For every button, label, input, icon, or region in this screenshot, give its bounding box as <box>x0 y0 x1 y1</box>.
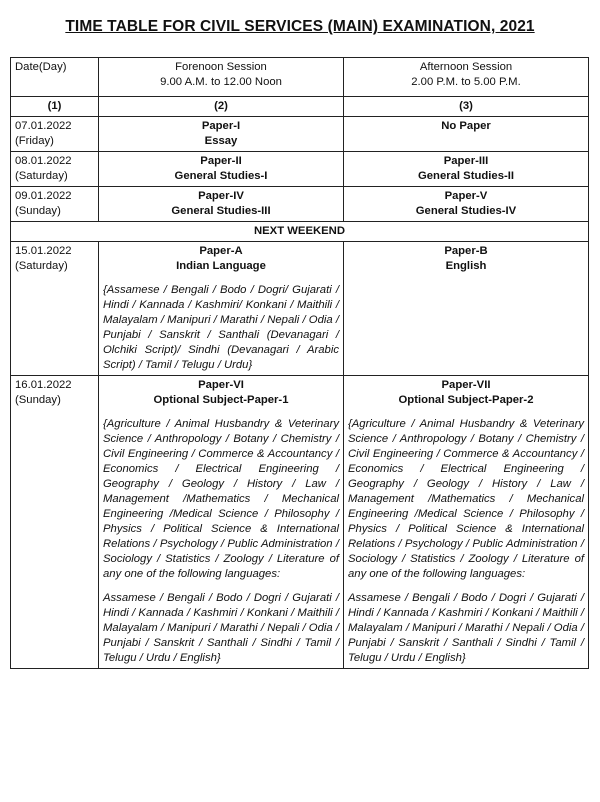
paper-subject: Optional Subject-Paper-1 <box>153 394 289 406</box>
afternoon-cell <box>344 117 589 152</box>
paper-subject: English <box>445 260 487 272</box>
paper-subject: General Studies-II <box>417 170 515 182</box>
table-row <box>11 152 589 187</box>
forenoon-title: Forenoon Session <box>175 61 267 73</box>
paper-name: Paper-IV <box>198 190 244 202</box>
paper-name: Paper-I <box>201 120 241 132</box>
forenoon-cell <box>99 117 344 152</box>
paper-name: Paper-VI <box>198 379 244 391</box>
column-number-2: (2) <box>99 97 344 117</box>
optional-subject-list: {Agriculture / Animal Husbandry & Veterinary Science / Anthropology / Botany / Chemistry / Civil Engineering / Commerce & Accountancy / Economics / Electrical Engineering / Geography / Geology / History / Law / Management /Mathematics / Mechanical Engineering /Medical Science / Philosophy / Physics / Political Science & International Relations / Psychology / Public Administration / Sociology / Statistics / Zoology / Literature of any one of the following languages: <box>348 418 584 580</box>
header-afternoon <box>344 58 589 97</box>
table-row <box>11 376 589 669</box>
column-number-3: (3) <box>344 97 589 117</box>
table-row <box>11 117 589 152</box>
language-list: Assamese / Bengali / Bodo / Dogri / Gujarati / Hindi / Kannada / Kashmiri / Konkani / Maithili / Malayalam / Manipuri / Marathi / Nepali / Odia / Punjabi / Sanskrit / Santhali / Sindhi / Tamil / Telugu / Urdu / English} <box>103 592 339 664</box>
date: 15.01.2022 <box>15 245 72 257</box>
afternoon-cell <box>344 152 589 187</box>
optional-subject-list: {Agriculture / Animal Husbandry & Veterinary Science / Anthropology / Botany / Chemistry / Civil Engineering / Commerce & Accountancy / Economics / Electrical Engineering / Geography / Geology / History / Law / Management /Mathematics / Mechanical Engineering /Medical Science / Philosophy / Physics / Political Science & International Relations / Psychology / Public Administration / Sociology / Statistics / Zoology / Literature of any one of the following languages: <box>103 418 339 580</box>
day: (Saturday) <box>15 260 68 272</box>
paper-subject: Essay <box>204 135 238 147</box>
table-row <box>11 242 589 376</box>
date-cell <box>11 376 99 669</box>
forenoon-cell <box>99 376 344 669</box>
day: (Saturday) <box>15 170 68 182</box>
date: 09.01.2022 <box>15 190 72 202</box>
paper-subject: General Studies-I <box>174 170 268 182</box>
table-row <box>11 187 589 222</box>
header-row <box>11 58 589 97</box>
paper-name: Paper-V <box>444 190 488 202</box>
paper-subject: Optional Subject-Paper-2 <box>398 394 534 406</box>
paper-subject: Indian Language <box>176 260 266 272</box>
afternoon-cell <box>344 376 589 669</box>
language-list: Assamese / Bengali / Bodo / Dogri / Gujarati / Hindi / Kannada / Kashmiri / Konkani / Maithili / Malayalam / Manipuri / Marathi / Nepali / Odia / Punjabi / Sanskrit / Santhali / Sindhi / Tamil / Telugu / Urdu / English} <box>348 592 584 664</box>
afternoon-cell <box>344 242 589 376</box>
forenoon-time: 9.00 A.M. to 12.00 Noon <box>160 76 282 88</box>
forenoon-cell <box>99 152 344 187</box>
date: 08.01.2022 <box>15 155 72 167</box>
paper-name: Paper-A <box>199 245 243 257</box>
paper-name: Paper-VII <box>441 379 491 391</box>
page-title: TIME TABLE FOR CIVIL SERVICES (MAIN) EXAMINATION, 2021 <box>65 18 535 35</box>
next-weekend-heading: NEXT WEEKEND <box>11 222 589 242</box>
day: (Friday) <box>15 135 54 147</box>
afternoon-cell <box>344 187 589 222</box>
column-number-1: (1) <box>11 97 99 117</box>
forenoon-cell <box>99 242 344 376</box>
day: (Sunday) <box>15 205 61 217</box>
afternoon-time: 2.00 P.M. to 5.00 P.M. <box>411 76 521 88</box>
date-cell <box>11 117 99 152</box>
day: (Sunday) <box>15 394 61 406</box>
paper-name: Paper-II <box>200 155 242 167</box>
paper-name: No Paper <box>441 120 491 132</box>
header-date-day: Date(Day) <box>11 58 99 97</box>
paper-subject: General Studies-IV <box>415 205 517 217</box>
date-cell <box>11 152 99 187</box>
column-number-row <box>11 97 589 117</box>
language-list: {Assamese / Bengali / Bodo / Dogri/ Gujarati / Hindi / Kannada / Kashmiri/ Konkani / Maithili / Malayalam / Manipuri / Marathi / Nepali / Odia / Punjabi / Sanskrit / Santhali (Devanagari / Olchiki Script)/ Sindhi (Devanagari / Arabic Script) / Tamil / Telugu / Urdu} <box>103 284 339 371</box>
forenoon-cell <box>99 187 344 222</box>
paper-subject: General Studies-III <box>171 205 271 217</box>
timetable <box>10 57 589 669</box>
date-cell <box>11 242 99 376</box>
next-weekend-row <box>11 222 589 242</box>
header-forenoon <box>99 58 344 97</box>
afternoon-title: Afternoon Session <box>419 61 513 73</box>
date: 16.01.2022 <box>15 379 72 391</box>
date-cell <box>11 187 99 222</box>
paper-name: Paper-B <box>444 245 488 257</box>
paper-name: Paper-III <box>443 155 489 167</box>
date: 07.01.2022 <box>15 120 72 132</box>
